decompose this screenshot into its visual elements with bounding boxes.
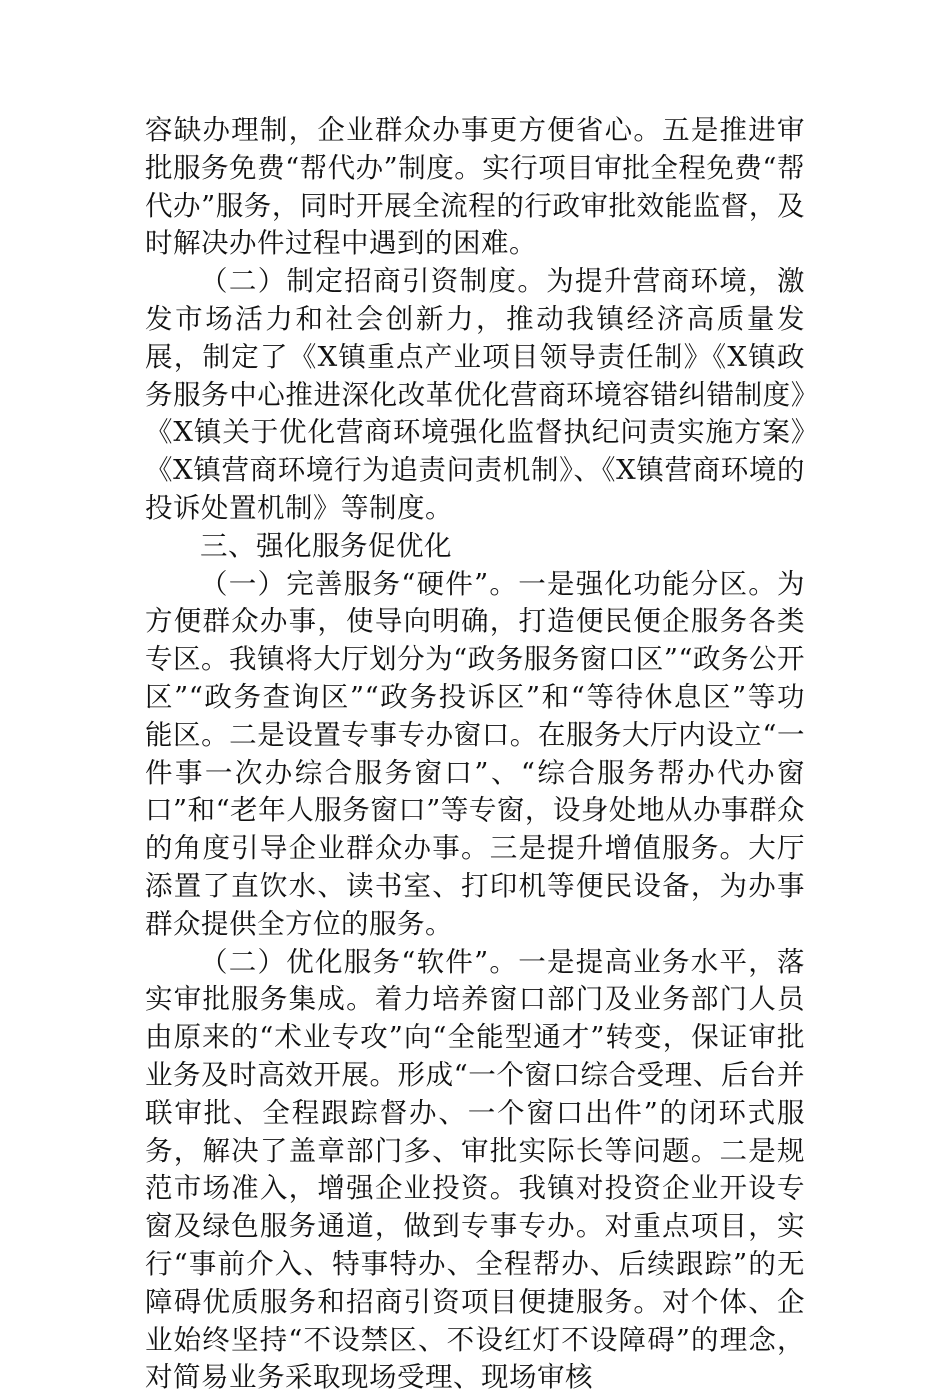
paragraph-service-software: （二）优化服务“软件”。一是提高业务水平，落实审批服务集成。着力培养窗口部门及业务部门人员由原来的“术业专攻”向“全能型通才”转变，保证审批业务及时高效开展。形成“一个窗口综合受理、后台并联审批、全程跟踪督办、一个窗口出件”的闭环式服务，解决了盖章部门多、审批实际长等问题。二是规范市场准入，增强企业投资。我镇对投资企业开设专窗及绿色服务通道，做到专事专办。对重点项目，实行“事前介入、特事特办、全程帮办、后续跟踪”的无障碍优质服务和招商引资项目便捷服务。对个体、企业始终坚持“不设禁区、不设红灯不设障碍”的理念，对简易业务采取现场受理、现场审核	[145, 945, 805, 1394]
paragraph-investment-system: （二）制定招商引资制度。为提升营商环境，激发市场活力和社会创新力，推动我镇经济高质量发展，制定了《X镇重点产业项目领导责任制》《X镇政务服务中心推进深化改革优化营商环境容错纠错制度》《X镇关于优化营商环境强化监督执纪问责实施方案》《X镇营商环境行为追责问责机制》、《X镇营商环境的投诉处置机制》等制度。	[145, 265, 805, 524]
paragraph-service-hardware: （一）完善服务“硬件”。一是强化功能分区。为方便群众办事，使导向明确，打造便民便企服务各类专区。我镇将大厅划分为“政务服务窗口区”“政务公开区”“政务查询区”“政务投诉区”和“等待休息区”等功能区。二是设置专事专办窗口。在服务大厅内设立“一件事一次办综合服务窗口”、“综合服务帮办代办窗口”和“老年人服务窗口”等专窗，设身处地从办事群众的角度引导企业群众办事。三是提升增值服务。大厅添置了直饮水、读书室、打印机等便民设备，为办事群众提供全方位的服务。	[145, 567, 805, 940]
document-body	[145, 112, 805, 1397]
paragraph-continuation: 容缺办理制，企业群众办事更方便省心。五是推进审批服务免费“帮代办”制度。实行项目审批全程免费“帮代办”服务，同时开展全流程的行政审批效能监督，及时解决办件过程中遇到的困难。	[145, 114, 805, 260]
section-heading: 三、强化服务促优化	[200, 529, 452, 562]
